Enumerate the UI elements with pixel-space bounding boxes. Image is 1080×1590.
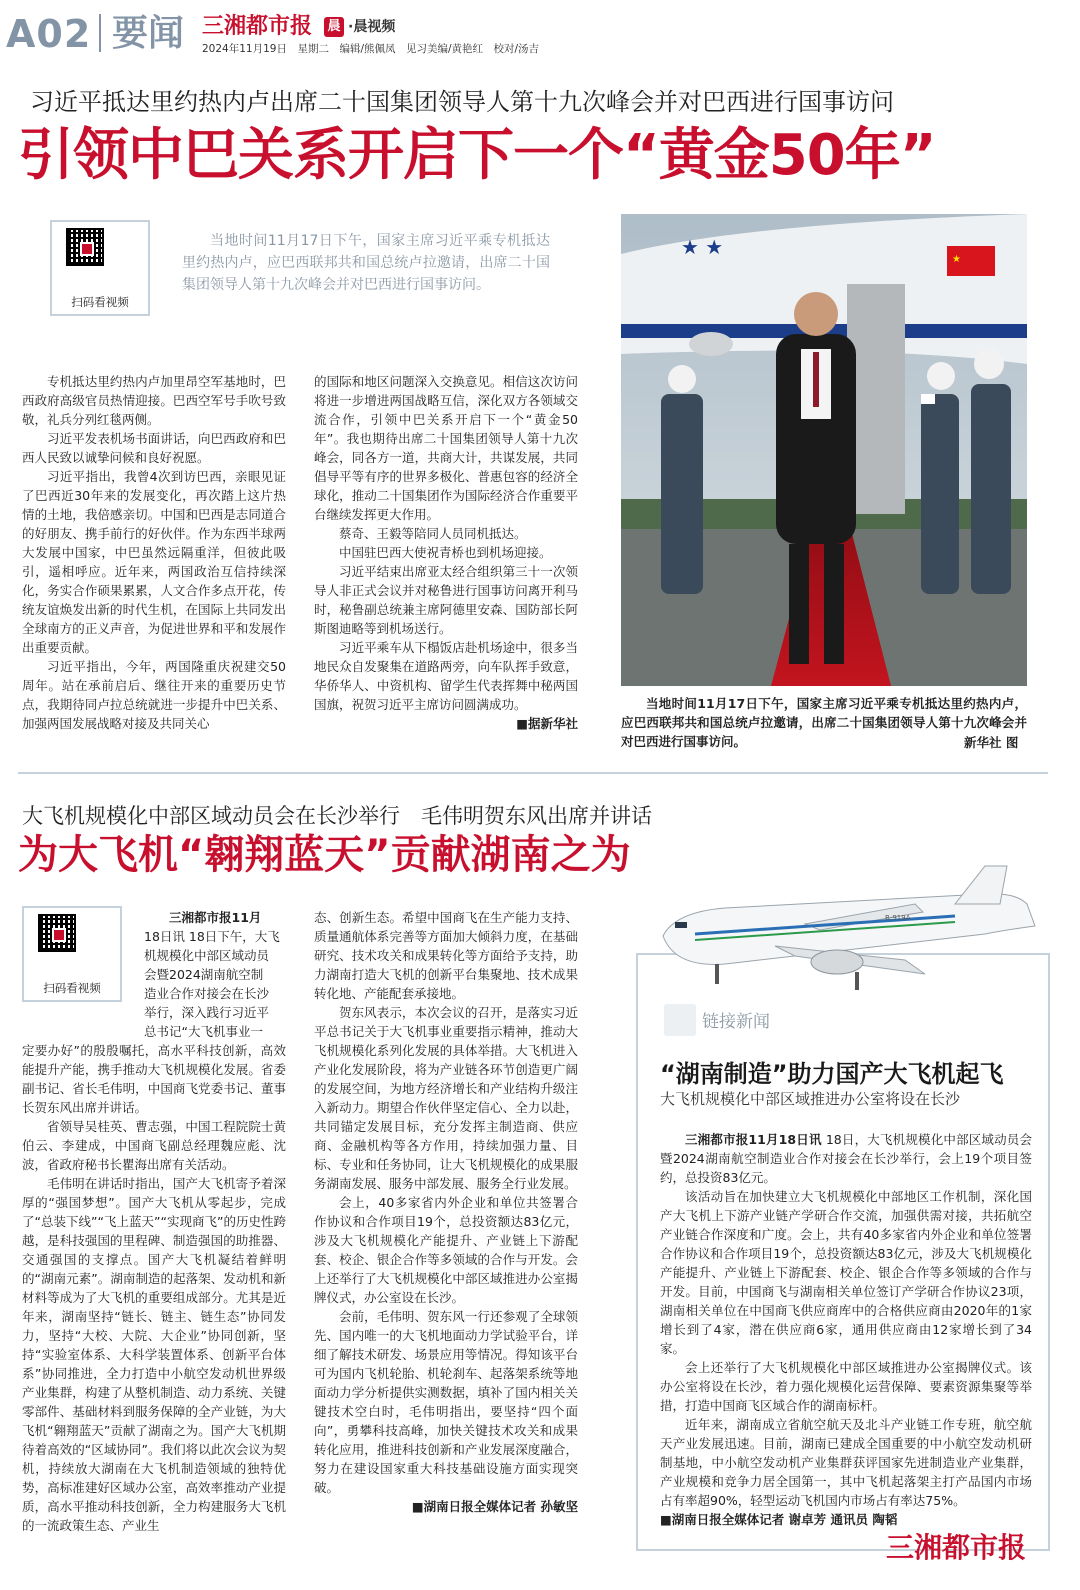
paragraph: 习近平发表机场书面讲话，向巴西政府和巴西人民致以诚挚问候和良好祝愿。	[22, 431, 286, 465]
second-column-2	[314, 908, 578, 1516]
masthead-divider	[99, 14, 101, 52]
second-column-1	[22, 1041, 286, 1535]
dateline-line: 18日讯 18日下午，大飞	[144, 929, 280, 944]
section-divider	[18, 772, 1048, 774]
dateline-line	[144, 908, 286, 927]
page-number: A02	[6, 12, 92, 56]
paragraph: 蔡奇、王毅等陪同人员同机抵达。	[339, 526, 527, 541]
dateline-bold: 三湘都市报11月	[169, 910, 262, 925]
paragraph: 中国驻巴西大使祝青桥也到机场迎接。	[339, 545, 552, 560]
paragraph: 习近平指出，今年，两国隆重庆祝建交50周年。站在承前启后、继往开来的重要历史节点，我期待同卢拉总统就进一步提升中巴关系、加强两国发展战略对接及共同关心	[22, 659, 286, 731]
paragraph-text: 18日，大飞机规模化中部区域动员会暨2024湖南航空制造业合作对接会在长沙举行，会上19个项目签约，总投资83亿元。	[660, 1132, 1032, 1185]
video-brand: ·晨视频	[348, 19, 396, 35]
link-news-body	[660, 1130, 1032, 1529]
paper-logo: 三湘都市报	[202, 13, 313, 39]
byline: ■据新华社	[516, 716, 578, 731]
video-brand-text: 晨视频	[353, 19, 396, 35]
lead-qr-box[interactable]	[50, 220, 150, 316]
qr-center-logo	[52, 928, 66, 942]
lead-summary: 当地时间11月17日下午，国家主席习近平乘专机抵达里约热内卢，应巴西联邦共和国总统卢拉邀请，出席二十国集团领导人第十九次峰会并对巴西进行国事访问。	[182, 233, 550, 293]
lead-column-1	[22, 372, 286, 733]
c919-airplane-illustration	[655, 864, 1055, 1004]
second-qr-box[interactable]	[22, 906, 122, 1002]
lead-photo	[621, 214, 1027, 686]
second-headline: 为大飞机“翱翔蓝天”贡献湖南之为	[18, 832, 631, 878]
plane-registration: B-919A	[885, 914, 911, 922]
dateline-line: 会暨2024湖南航空制	[144, 967, 264, 982]
paragraph: 省领导吴桂英、曹志强，中国工程院院士黄伯云、李建成，中国商飞副总经理魏应彪、沈波，省政府秘书长瞿海出席有关活动。	[22, 1119, 286, 1172]
paragraph: 会上还举行了大飞机规模化中部区域推进办公室揭牌仪式。该办公室将设在长沙，着力强化规模化运营保障、要素资源集聚等举措，打造中国商飞区域合作的湖南标杆。	[660, 1360, 1032, 1413]
footer-logo: 三湘都市报	[886, 1531, 1027, 1564]
video-brand-icon: 晨	[324, 17, 344, 37]
second-kicker: 大飞机规模化中部区域动员会在长沙举行 毛伟明贺东风出席并讲话	[22, 804, 652, 828]
masthead	[0, 0, 1080, 62]
dateline-line: 总书记“大飞机事业一	[144, 1024, 263, 1039]
qr-label: 扫码看视频	[43, 981, 101, 995]
byline: ■湖南日报全媒体记者 谢卓芳 通讯员 陶韬	[660, 1512, 898, 1527]
paragraph	[660, 1130, 1032, 1187]
dateline-bold: 三湘都市报11月18日讯	[685, 1132, 822, 1147]
paragraph: 毛伟明在讲话时指出，国产大飞机寄予着深厚的“强国梦想”。国产大飞机从零起步，完成了“总装下线”“飞上蓝天”“实现商飞”的历史性跨越，是科技强国的里程碑、制造强国的助推器、交通强国的支撑点。国产大飞机凝结着鲜明的“湖南元素”。湖南制造的起落架、发动机和新材料等成为了大飞机的重要组成部分。尤其是近年来，湖南坚持“链长、链主、链生态”协同发力，坚持“大校、大院、大企业”协同创新，坚持“实验室体系、大科学装置体系、创新平台体系”协同推进，全力打造中小航空发动机世界级产业集群，构建了从整机制造、动力系统、关键零部件、基础材料到服务保障的全产业链，为大飞机“翱翔蓝天”贡献了湖南之为。国产大飞机期待着高效的“区域协同”。我们将以此次会议为契机，持续放大湖南在大飞机制造领域的独特优势，高标准建好区域办公室，高效率推动产业提质，高水平推动科技创新，全力构建服务大飞机的一流政策生态、产业生	[22, 1176, 286, 1533]
section-title: 要闻	[112, 13, 185, 54]
paragraph: 近年来，湖南成立省航空航天及北斗产业链工作专班，航空航天产业发展迅速。目前，湖南已建成全国重要的中小航空发动机研制基地，中小航空发动机产业集群获评国家先进制造业产业集群，产业规模和竞争力居全国第一，其中飞机起落架主打产品国内市场占有率超90%，轻型运动飞机国内市场占有率达75%。	[660, 1417, 1032, 1508]
link-news-label: 链接新闻	[702, 1012, 770, 1032]
lead-kicker: 习近平抵达里约热内卢出席二十国集团领导人第十九次峰会并对巴西进行国事访问	[30, 88, 894, 116]
link-news-icon	[664, 1004, 696, 1036]
dateline-line: 机规模化中部区域动员	[144, 948, 270, 963]
airplane-image	[655, 864, 1055, 1004]
caption-text: 当地时间11月17日下午，国家主席习近平乘专机抵达里约热内卢，应巴西联邦共和国总统卢拉邀请，出席二十国集团领导人第十九次峰会并对巴西进行国事访问。	[621, 696, 1027, 749]
qr-center-logo	[80, 242, 94, 256]
paragraph: 习近平乘车从下榻饭店赴机场途中，很多当地民众自发聚集在道路两旁，向车队挥手致意，华侨华人、中资机构、留学生代表挥舞中秘两国国旗，祝贺习近平主席访问圆满成功。	[314, 640, 578, 712]
paragraph: 会上，40多家省内外企业和单位共签署合作协议和合作项目19个，总投资额达83亿元，涉及大飞机规模化产能提升、产业链上下游配套、校企、银企合作等多领域的合作与开发。会上还举行了大飞机规模化中部区域推进办公室揭牌仪式，办公室设在长沙。	[314, 1195, 578, 1305]
link-news-headline: “湖南制造”助力国产大飞机起飞	[660, 1060, 1004, 1088]
paragraph: 专机抵达里约热内卢加里昂空军基地时，巴西政府高级官员热情迎接。巴西空军号手吹号致敬，礼兵分列红毯两侧。	[22, 374, 286, 427]
dateline-line: 造业合作对接会在长沙	[144, 986, 270, 1001]
qr-code-icon[interactable]	[38, 914, 76, 952]
dateline-line: 举行，深入践行习近平	[144, 1005, 270, 1020]
paragraph: 贺东风表示，本次会议的召开，是落实习近平总书记关于大飞机事业重要指示精神，推动大飞机规模化系列化发展的具体举措。大飞机进入产业化发展阶段，将为产业链各环节创造更广阔的发展空间，为地方经济增长和产业结构升级注入新动力。期望合作伙伴坚定信心、全力以赴，共同锚定发展目标，充分发挥主制造商、供应商、金融机构等各方作用，持续加强力量、目标、专业和任务协同，让大飞机规模化的成果服务湖南发展、服务中部发展、服务全行业发展。	[314, 1005, 578, 1191]
qr-label: 扫码看视频	[71, 295, 129, 309]
second-dateline	[144, 908, 286, 1041]
lead-headline: 引领中巴关系开启下一个“黄金50年”	[18, 123, 936, 188]
lead-column-2	[314, 372, 578, 733]
paragraph: 会前，毛伟明、贺东风一行还参观了全球领先、国内唯一的大飞机地面动力学试验平台，详细了解技术研发、场景应用等情况。得知该平台可为国内飞机轮胎、机轮刹车、起落架系统等地面动力学分析提供实测数据，填补了国内相关关键技术空白时，毛伟明指出，要坚持“四个面向”，勇攀科技高峰，加快关键技术攻关和成果转化应用，推进科技创新和产业发展深度融合，努力在建设国家重大科技基础设施方面实现突破。	[314, 1309, 578, 1495]
link-news-subhead: 大飞机规模化中部区域推进办公室将设在长沙	[660, 1090, 961, 1108]
qr-code-icon[interactable]	[66, 228, 104, 266]
paragraph: 习近平结束出席亚太经合组织第三十一次领导人非正式会议并对秘鲁进行国事访问离开利马时，秘鲁副总统兼主席阿德里安森、国防部长阿斯图迪略等到机场送行。	[314, 564, 578, 636]
arrival-photo-illustration	[621, 214, 1027, 686]
paragraph: 习近平指出，我曾4次到访巴西，亲眼见证了巴西近30年来的发展变化，再次踏上这片热情的土地，我倍感亲切。中国和巴西是志同道合的好朋友、携手前行的好伙伴。作为东西半球两大发展中国家，中巴虽然远隔重洋，但彼此吸引，遥相呼应。近年来，两国政治互信持续深化，务实合作硕果累累，人文合作多点开花，传统友谊焕发出新的时代生机，在国际上共同发出全球南方的正义声音，为促进世界和平和发展作出重要贡献。	[22, 469, 286, 655]
photo-credit: 新华社 图	[964, 735, 1019, 750]
svg-text:★ ★: ★ ★	[681, 235, 724, 259]
paragraph: 该活动旨在加快建立大飞机规模化中部地区工作机制，深化国产大飞机上下游产业链产学研合作交流，加强供需对接，共拓航空产业链合作深度和广度。会上，共有40多家省内外企业和单位签署合作协议和合作项目19个，总投资额达83亿元，涉及大飞机规模化产能提升、产业链上下游配套、校企、银企合作等多领域的合作与开发。目前，中国商飞与湖南相关单位签订产学研合作协议23项，湖南相关单位在中国商飞供应商库中的合格供应商由2020年的1家增长到了4家，潜在供应商6家，通用供应商由12家增长到了34家。	[660, 1189, 1032, 1356]
paragraph: 定要办好”的殷殷嘱托，高水平科技创新，高效能提升产能，携手推动大飞机规模化发展。省委副书记、省长毛伟明，中国商飞党委书记、董事长贺东风出席并讲话。	[22, 1043, 286, 1115]
svg-text:★: ★	[952, 254, 961, 265]
paragraph: 的国际和地区问题深入交换意见。相信这次访问将进一步增进两国战略互信，深化双方各领域交流合作，引领中巴关系开启下一个“黄金50年”。我也期待出席二十国集团领导人第十九次峰会，同各方一道，共商大计，共谋发展，共同倡导平等有序的世界多极化、普惠包容的经济全球化，推动二十国集团作为国际经济合作重要平台继续发挥更大作用。	[314, 374, 578, 522]
masthead-meta: 2024年11月19日 星期二 编辑/熊佩凤 见习美编/黄艳红 校对/汤吉	[202, 43, 540, 55]
byline: ■湖南日报全媒体记者 孙敏坚	[411, 1499, 578, 1514]
paragraph: 态、创新生态。希望中国商飞在生产能力支持、质量通航体系完善等方面加大倾斜力度，在基础研究、技术攻关和成果转化等方面给予支持，助力湖南打造大飞机的创新平台集聚地、技术成果转化地、产能配套承接地。	[314, 910, 578, 1001]
